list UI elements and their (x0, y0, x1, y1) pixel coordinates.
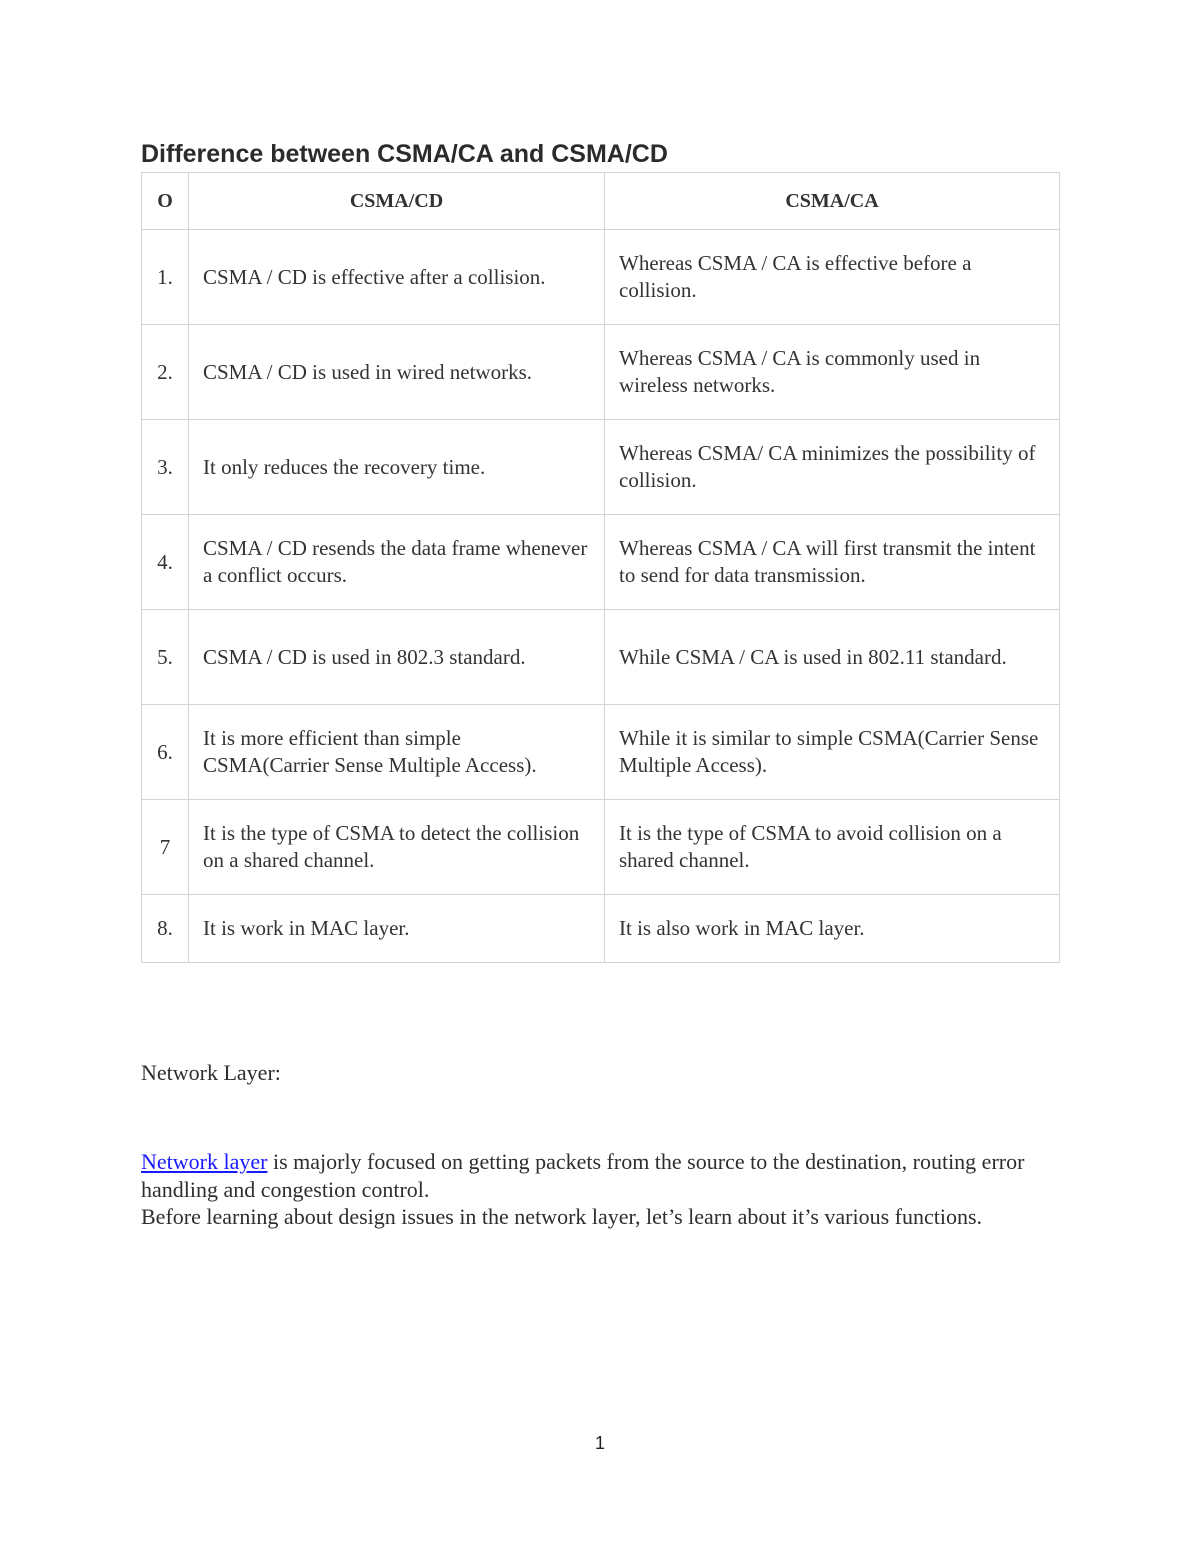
cell-csma-ca: Whereas CSMA / CA is commonly used in wireless networks. (605, 325, 1060, 420)
row-number: 7 (142, 800, 189, 895)
table-row (142, 800, 1060, 895)
cell-csma-cd: It only reduces the recovery time. (189, 420, 605, 515)
table-row (142, 895, 1060, 963)
header-number: O (142, 173, 189, 230)
cell-csma-cd: It is work in MAC layer. (189, 895, 605, 963)
cell-csma-cd: It is the type of CSMA to detect the collision on a shared channel. (189, 800, 605, 895)
network-layer-paragraph (141, 1148, 1066, 1231)
cell-csma-ca: Whereas CSMA / CA is effective before a collision. (605, 230, 1060, 325)
table-row (142, 705, 1060, 800)
row-number: 2. (142, 325, 189, 420)
row-number: 5. (142, 610, 189, 705)
table-row (142, 230, 1060, 325)
page-number: 1 (594, 1433, 605, 1453)
row-number: 8. (142, 895, 189, 963)
table-row (142, 420, 1060, 515)
table-row (142, 325, 1060, 420)
cell-csma-cd: CSMA / CD resends the data frame whenever a conflict occurs. (189, 515, 605, 610)
cell-csma-ca: It is the type of CSMA to avoid collision on a shared channel. (605, 800, 1060, 895)
header-csma-ca: CSMA/CA (605, 173, 1060, 230)
cell-csma-cd: CSMA / CD is used in wired networks. (189, 325, 605, 420)
header-csma-cd: CSMA/CD (189, 173, 605, 230)
paragraph-line2-text: Before learning about design issues in the network layer, let’s learn about it’s various functions. (141, 1204, 983, 1229)
row-number: 4. (142, 515, 189, 610)
network-layer-link[interactable]: Network layer (141, 1149, 268, 1174)
cell-csma-ca: Whereas CSMA / CA will first transmit the intent to send for data transmission. (605, 515, 1060, 610)
row-number: 6. (142, 705, 189, 800)
table-row (142, 610, 1060, 705)
cell-csma-cd: CSMA / CD is used in 802.3 standard. (189, 610, 605, 705)
row-number: 1. (142, 230, 189, 325)
paragraph-line1-text: is majorly focused on getting packets from the source to the destination, routing error handling and congestion control. (141, 1149, 1025, 1202)
cell-csma-cd: It is more efficient than simple CSMA(Carrier Sense Multiple Access). (189, 705, 605, 800)
page-title: Difference between CSMA/CA and CSMA/CD (141, 140, 668, 168)
section-heading-network-layer: Network Layer: (141, 1060, 281, 1085)
cell-csma-ca: Whereas CSMA/ CA minimizes the possibility of collision. (605, 420, 1060, 515)
row-number: 3. (142, 420, 189, 515)
cell-csma-cd: CSMA / CD is effective after a collision. (189, 230, 605, 325)
table-row (142, 515, 1060, 610)
cell-csma-ca: While CSMA / CA is used in 802.11 standard. (605, 610, 1060, 705)
comparison-table (141, 172, 1060, 963)
cell-csma-ca: It is also work in MAC layer. (605, 895, 1060, 963)
cell-csma-ca: While it is similar to simple CSMA(Carrier Sense Multiple Access). (605, 705, 1060, 800)
table-header-row (142, 173, 1060, 230)
